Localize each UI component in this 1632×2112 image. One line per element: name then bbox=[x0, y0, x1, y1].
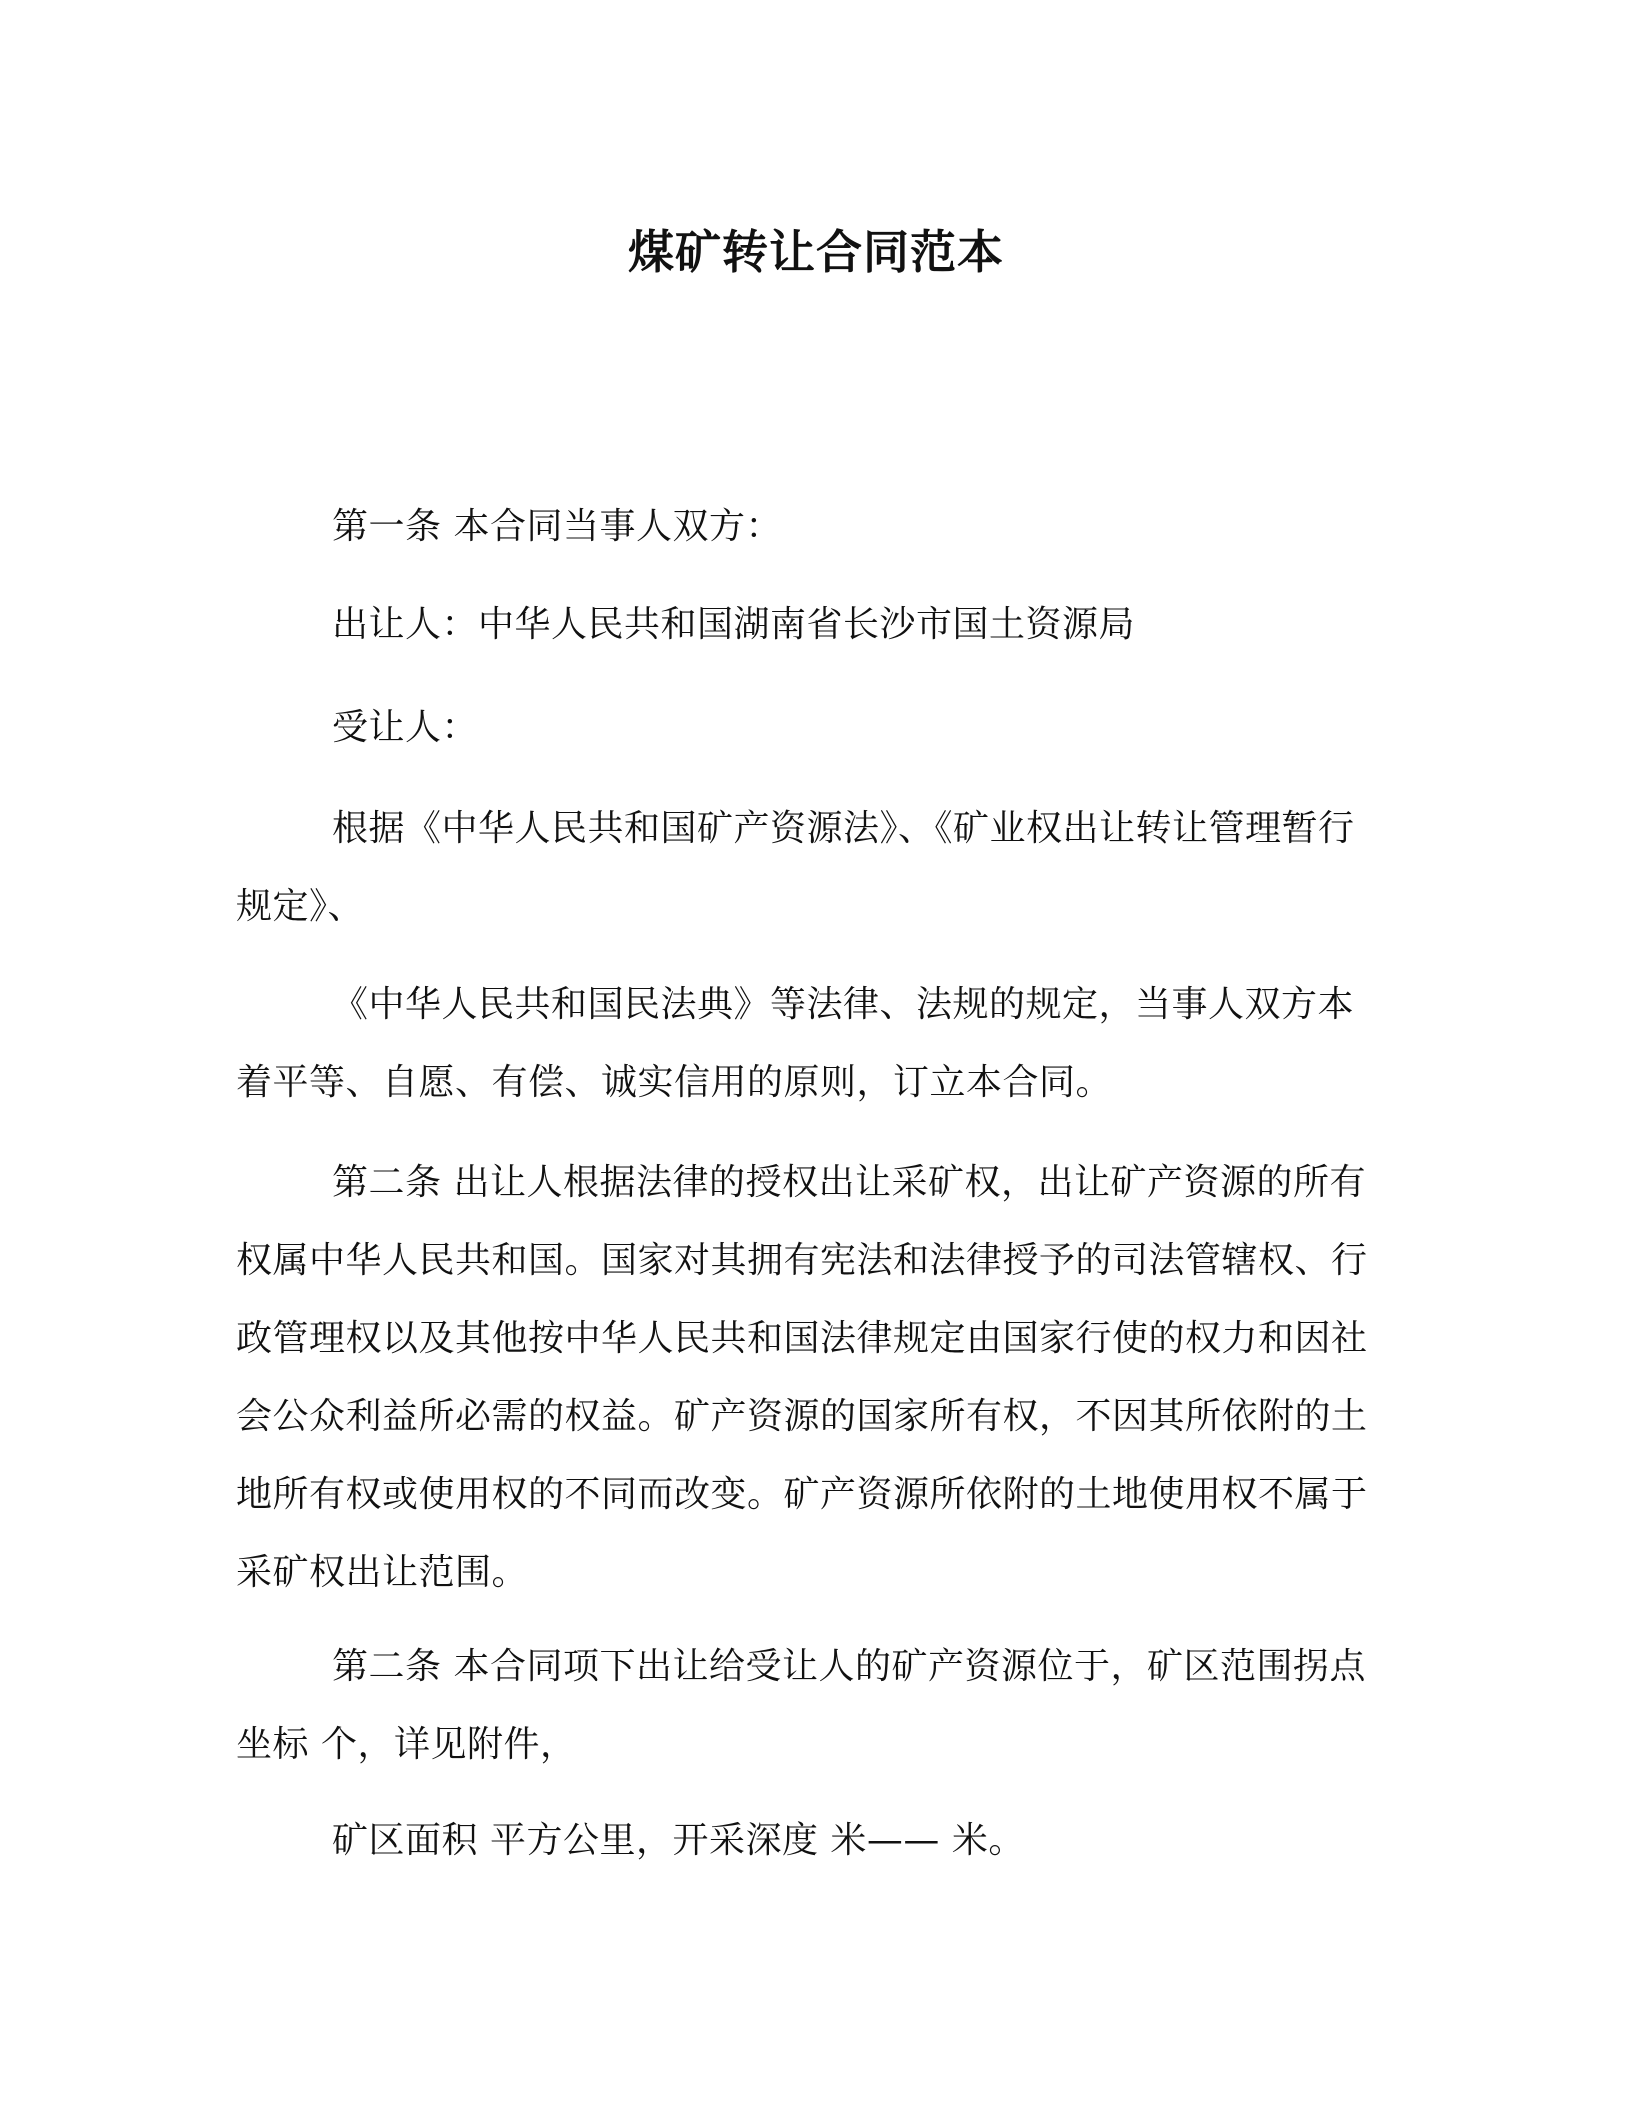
paragraph-legal-basis: 根据《中华人民共和国矿产资源法》、《矿业权出让转让管理暂行规定》、 bbox=[236, 808, 1355, 927]
paragraph-principles: 《中华人民共和国民法典》等法律、法规的规定，当事人双方本着平等、自愿、有偿、诚实信用的原则，订立本合同。 bbox=[236, 984, 1355, 1103]
paragraph-mine-location: 第二条 本合同项下出让给受让人的矿产资源位于，矿区范围拐点坐标 个，详见附件， bbox=[236, 1646, 1366, 1765]
paragraph-transferor: 出让人：中华人民共和国湖南省长沙市国土资源局 bbox=[332, 604, 1136, 645]
paragraph-parties-heading: 第一条 本合同当事人双方： bbox=[332, 506, 782, 547]
paragraph-mine-area: 矿区面积 平方公里，开采深度 米—— 米。 bbox=[332, 1820, 1025, 1861]
document-title: 煤矿转让合同范本 bbox=[628, 225, 1004, 279]
paragraph-article-two: 第二条 出让人根据法律的授权出让采矿权，出让矿产资源的所有权属中华人民共和国。国家对其拥有宪法和法律授予的司法管辖权、行政管理权以及其他按中华人民共和国法律规定由国家行使的权力和因社会公众利益所必需的权益。矿产资源的国家所有权，不因其所依附的土地所有权或使用权的不同而改变。矿产资源所依附的土地使用权不属于采矿权出让范围。 bbox=[236, 1162, 1368, 1593]
paragraph-transferee: 受让人： bbox=[332, 707, 479, 748]
